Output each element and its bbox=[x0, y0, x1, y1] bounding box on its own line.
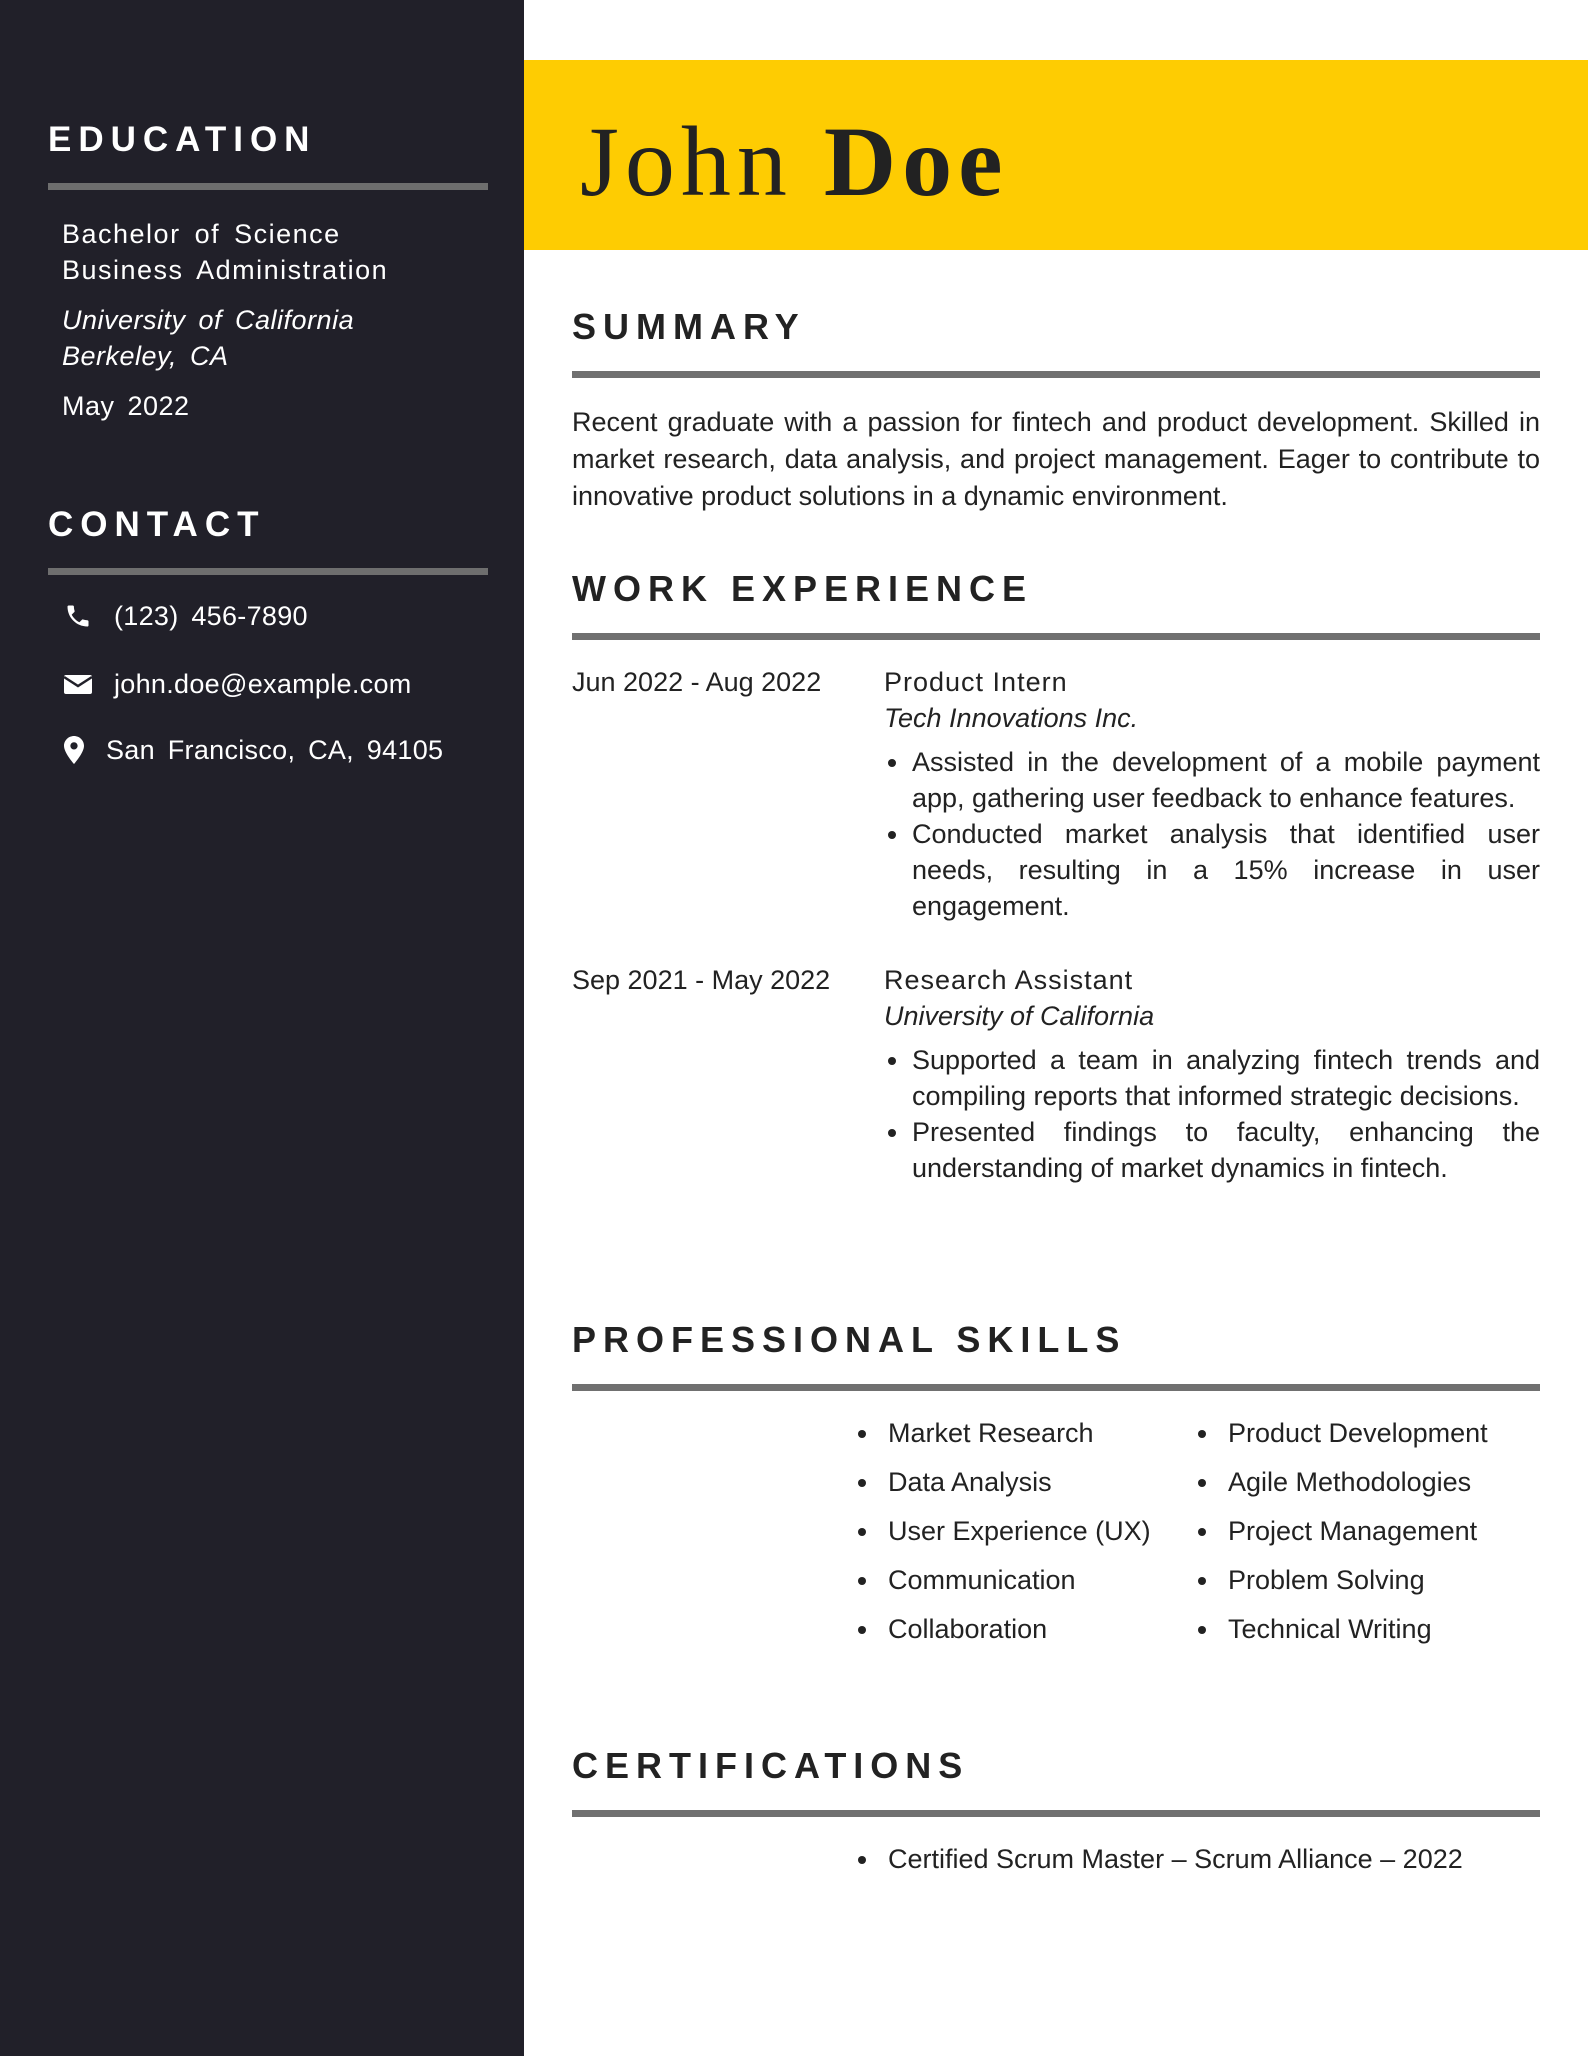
job-details bbox=[884, 962, 1540, 1186]
certifications-section bbox=[572, 1745, 1540, 1817]
first-name: John bbox=[580, 106, 793, 217]
job-entry bbox=[572, 962, 1540, 1186]
candidate-name bbox=[580, 106, 1009, 217]
job-bullet: Supported a team in analyzing fintech trends and compiling reports that informed strategic decisions. bbox=[884, 1042, 1540, 1114]
skill-item: Data Analysis bbox=[856, 1464, 1196, 1500]
skills-divider bbox=[572, 1384, 1540, 1391]
map-pin-icon bbox=[62, 734, 86, 766]
skill-item: Market Research bbox=[856, 1415, 1196, 1451]
contact-location bbox=[48, 732, 488, 768]
job-bullets bbox=[884, 744, 1540, 924]
education-section bbox=[48, 122, 488, 424]
skill-item: Communication bbox=[856, 1562, 1196, 1598]
location-text: San Francisco, CA, 94105 bbox=[106, 734, 444, 765]
contact-row-phone bbox=[48, 598, 488, 634]
job-bullet: Presented findings to faculty, enhancing the understanding of market dynamics in fintech. bbox=[884, 1114, 1540, 1186]
contact-section bbox=[48, 507, 488, 575]
job-company: University of California bbox=[884, 1001, 1155, 1031]
job-title: Research Assistant bbox=[884, 965, 1134, 995]
certification-item: Certified Scrum Master – Scrum Alliance – 2022 bbox=[856, 1841, 1463, 1877]
phone-icon bbox=[62, 600, 94, 632]
contact-row-location bbox=[48, 732, 488, 768]
job-title: Product Intern bbox=[884, 667, 1068, 697]
name-banner bbox=[524, 60, 1588, 250]
skill-item: Agile Methodologies bbox=[1196, 1464, 1488, 1500]
contact-email bbox=[48, 666, 488, 702]
job-company: Tech Innovations Inc. bbox=[884, 703, 1139, 733]
certifications-items bbox=[856, 1841, 1463, 1890]
contact-divider bbox=[48, 568, 488, 575]
contact-row-email bbox=[48, 666, 488, 702]
email-address[interactable]: john.doe@example.com bbox=[114, 668, 412, 699]
job-dates: Sep 2021 - May 2022 bbox=[572, 965, 831, 995]
skills-column-2 bbox=[1196, 1415, 1488, 1660]
skill-item: Problem Solving bbox=[1196, 1562, 1488, 1598]
school-name bbox=[62, 302, 488, 374]
graduation-date: May 2022 bbox=[62, 391, 190, 421]
sidebar bbox=[0, 0, 524, 2056]
skill-item: Product Development bbox=[1196, 1415, 1488, 1451]
certifications-heading: CERTIFICATIONS bbox=[572, 1745, 970, 1786]
job-bullets bbox=[884, 1042, 1540, 1186]
job-bullet: Assisted in the development of a mobile payment app, gathering user feedback to enhance features. bbox=[884, 744, 1540, 816]
education-divider bbox=[48, 183, 488, 190]
work-experience-divider bbox=[572, 633, 1540, 640]
skills-column-1 bbox=[856, 1415, 1196, 1660]
job-details bbox=[884, 664, 1540, 924]
work-experience-section bbox=[572, 568, 1540, 640]
phone-number[interactable]: (123) 456-7890 bbox=[114, 600, 308, 631]
skill-item: User Experience (UX) bbox=[856, 1513, 1196, 1549]
degree-line-1: Bachelor of Science bbox=[62, 219, 341, 249]
summary-text: Recent graduate with a passion for fintech and product development. Skilled in market research, data analysis, and project management. Eager to contribute to innovative product solutions in a dynamic environment. bbox=[572, 407, 1540, 511]
contact-heading: CONTACT bbox=[48, 505, 266, 544]
skill-item: Technical Writing bbox=[1196, 1611, 1488, 1647]
envelope-icon bbox=[62, 668, 94, 700]
skill-item: Project Management bbox=[1196, 1513, 1488, 1549]
job-bullet: Conducted market analysis that identified user needs, resulting in a 15% increase in user engagement. bbox=[884, 816, 1540, 924]
school-line-2: Berkeley, CA bbox=[62, 341, 229, 371]
contact-phone bbox=[48, 598, 488, 634]
certifications-divider bbox=[572, 1810, 1540, 1817]
education-heading: EDUCATION bbox=[48, 120, 317, 159]
summary-divider bbox=[572, 371, 1540, 378]
summary-heading: SUMMARY bbox=[572, 306, 806, 347]
last-name: Doe bbox=[823, 106, 1009, 217]
job-dates: Jun 2022 - Aug 2022 bbox=[572, 667, 822, 697]
work-experience-heading: WORK EXPERIENCE bbox=[572, 568, 1034, 609]
degree-line-2: Business Administration bbox=[62, 255, 389, 285]
skills-heading: PROFESSIONAL SKILLS bbox=[572, 1319, 1127, 1360]
skills-section bbox=[572, 1319, 1540, 1391]
school-line-1: University of California bbox=[62, 305, 355, 335]
job-entry bbox=[572, 664, 1540, 924]
summary-section bbox=[572, 306, 1540, 515]
skill-item: Collaboration bbox=[856, 1611, 1196, 1647]
education-entry bbox=[48, 216, 488, 424]
